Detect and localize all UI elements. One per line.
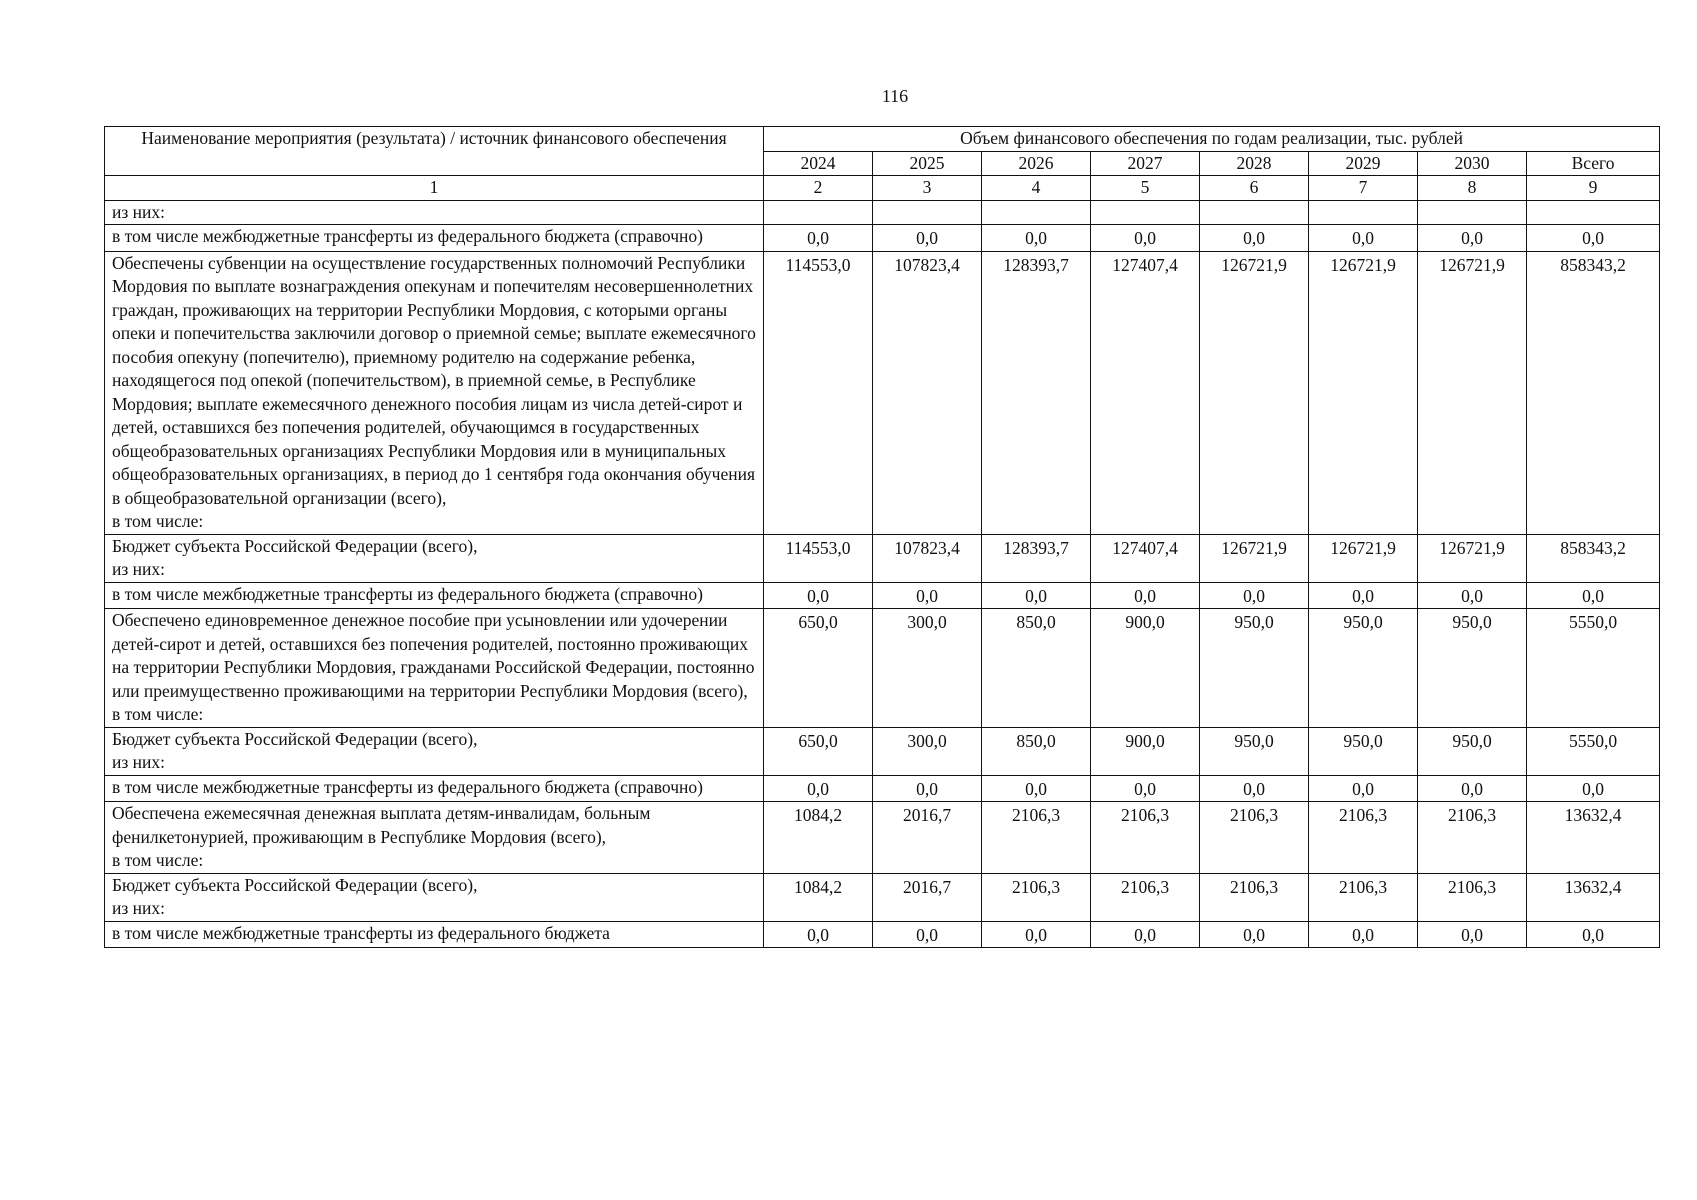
row-total-value: 13632,4 xyxy=(1527,802,1660,874)
row-year-value: 950,0 xyxy=(1309,609,1418,728)
row-year-value: 128393,7 xyxy=(982,251,1091,534)
row-year-value: 126721,9 xyxy=(1309,534,1418,582)
row-name: Обеспечены субвенции на осуществление государственных полномочий Республики Мордовия по выплате вознаграждения опекунам и попечителям несовершеннолетних граждан, проживающих на территории Республики Мордовия, с которыми органы опеки и попечительства заключили договор о приемной семье; выплате ежемесячного пособия опекуну (попечителю), приемному родителю на содержание ребенка, находящегося под опекой (попечительством), в приемной семье, в Республике Мордовия; выплате ежемесячного денежного пособия лицам из числа детей-сирот и детей, оставшихся без попечения родителей, обучающимся в государственных общеобразовательных организациях Республики Мордовия или в муниципальных общеобразовательных организациях, в период до 1 сентября года окончания обучения в общеобразовательной организации (всего), xyxy=(112,252,756,508)
row-year-value: 0,0 xyxy=(1418,582,1527,609)
row-year-value: 2016,7 xyxy=(873,802,982,874)
column-index: 7 xyxy=(1309,176,1418,201)
row-year-value: 0,0 xyxy=(1418,775,1527,802)
financing-table xyxy=(104,126,1660,948)
row-year-value: 850,0 xyxy=(982,609,1091,728)
row-year-value: 850,0 xyxy=(982,727,1091,775)
row-year-value: 0,0 xyxy=(873,775,982,802)
row-year-value: 300,0 xyxy=(873,609,982,728)
row-total-value: 0,0 xyxy=(1527,921,1660,948)
row-name: Бюджет субъекта Российской Федерации (всего), xyxy=(112,535,478,556)
row-year-value xyxy=(1309,200,1418,225)
row-year-value: 0,0 xyxy=(1309,582,1418,609)
row-name-cell xyxy=(105,582,764,609)
row-year-value xyxy=(982,200,1091,225)
row-year-value: 0,0 xyxy=(1091,225,1200,252)
row-name: Бюджет субъекта Российской Федерации (всего), xyxy=(112,874,478,895)
column-index: 9 xyxy=(1527,176,1660,201)
row-year-value: 126721,9 xyxy=(1309,251,1418,534)
row-year-value: 0,0 xyxy=(873,225,982,252)
row-name-suffix: из них: xyxy=(112,752,165,772)
row-name: из них: xyxy=(112,201,165,222)
row-year-value: 950,0 xyxy=(1418,727,1527,775)
column-index: 3 xyxy=(873,176,982,201)
row-name: в том числе межбюджетные трансферты из федерального бюджета xyxy=(112,922,610,943)
header-year: 2026 xyxy=(982,151,1091,176)
header-year: 2028 xyxy=(1200,151,1309,176)
row-name-suffix: в том числе: xyxy=(112,511,204,531)
row-year-value xyxy=(873,200,982,225)
table-row xyxy=(105,251,1660,534)
row-year-value: 0,0 xyxy=(764,582,873,609)
row-year-value: 2106,3 xyxy=(982,802,1091,874)
table-row xyxy=(105,727,1660,775)
row-year-value: 300,0 xyxy=(873,727,982,775)
row-year-value: 0,0 xyxy=(1200,582,1309,609)
row-year-value xyxy=(764,200,873,225)
row-name-suffix: в том числе: xyxy=(112,704,204,724)
row-total-value xyxy=(1527,200,1660,225)
row-year-value: 1084,2 xyxy=(764,802,873,874)
row-year-value: 114553,0 xyxy=(764,534,873,582)
row-name-cell xyxy=(105,609,764,728)
row-year-value xyxy=(1091,200,1200,225)
row-name-cell xyxy=(105,727,764,775)
row-name-cell xyxy=(105,802,764,874)
row-name: в том числе межбюджетные трансферты из федерального бюджета (справочно) xyxy=(112,226,703,246)
row-name-cell xyxy=(105,225,764,252)
row-year-value: 0,0 xyxy=(1091,921,1200,948)
row-year-value: 114553,0 xyxy=(764,251,873,534)
row-year-value: 107823,4 xyxy=(873,534,982,582)
row-year-value: 950,0 xyxy=(1200,727,1309,775)
row-year-value: 0,0 xyxy=(1418,225,1527,252)
column-index: 5 xyxy=(1091,176,1200,201)
row-year-value: 0,0 xyxy=(873,582,982,609)
row-total-value: 13632,4 xyxy=(1527,873,1660,921)
row-year-value: 107823,4 xyxy=(873,251,982,534)
row-year-value: 2106,3 xyxy=(1200,873,1309,921)
table-row xyxy=(105,609,1660,728)
row-year-value: 128393,7 xyxy=(982,534,1091,582)
row-year-value: 2016,7 xyxy=(873,873,982,921)
row-year-value: 650,0 xyxy=(764,609,873,728)
table-row xyxy=(105,921,1660,948)
header-financing-group: Объем финансового обеспечения по годам реализации, тыс. рублей xyxy=(764,127,1660,152)
header-year: 2025 xyxy=(873,151,982,176)
header-total: Всего xyxy=(1527,151,1660,176)
header-year: 2024 xyxy=(764,151,873,176)
row-year-value: 127407,4 xyxy=(1091,251,1200,534)
row-name-suffix: из них: xyxy=(112,559,165,579)
table-row xyxy=(105,873,1660,921)
row-year-value: 0,0 xyxy=(982,921,1091,948)
row-total-value: 5550,0 xyxy=(1527,727,1660,775)
row-name-cell xyxy=(105,534,764,582)
header-name-column: Наименование мероприятия (результата) / источник финансового обеспечения xyxy=(105,127,764,176)
table-row xyxy=(105,775,1660,802)
row-year-value: 0,0 xyxy=(1091,582,1200,609)
row-name: в том числе межбюджетные трансферты из федерального бюджета (справочно) xyxy=(112,583,703,604)
column-index: 8 xyxy=(1418,176,1527,201)
row-year-value: 900,0 xyxy=(1091,727,1200,775)
row-year-value: 126721,9 xyxy=(1200,251,1309,534)
row-name-cell xyxy=(105,921,764,948)
header-year: 2027 xyxy=(1091,151,1200,176)
row-year-value: 0,0 xyxy=(764,921,873,948)
row-year-value: 2106,3 xyxy=(1309,873,1418,921)
row-year-value: 950,0 xyxy=(1309,727,1418,775)
row-year-value: 0,0 xyxy=(764,775,873,802)
row-year-value: 2106,3 xyxy=(1418,873,1527,921)
row-name: Обеспечена ежемесячная денежная выплата детям-инвалидам, больным фенилкетонурией, проживающим в Республике Мордовия (всего), xyxy=(112,803,651,847)
row-year-value: 2106,3 xyxy=(1200,802,1309,874)
table-row xyxy=(105,802,1660,874)
row-name-suffix: из них: xyxy=(112,898,165,918)
row-total-value: 858343,2 xyxy=(1527,251,1660,534)
table-row xyxy=(105,225,1660,252)
row-year-value: 0,0 xyxy=(982,775,1091,802)
column-index: 2 xyxy=(764,176,873,201)
row-year-value: 0,0 xyxy=(764,225,873,252)
row-total-value: 5550,0 xyxy=(1527,609,1660,728)
row-total-value: 0,0 xyxy=(1527,582,1660,609)
row-name-cell xyxy=(105,775,764,802)
row-year-value: 0,0 xyxy=(1309,921,1418,948)
row-name-cell xyxy=(105,251,764,534)
row-year-value: 2106,3 xyxy=(1091,802,1200,874)
page-number: 116 xyxy=(881,86,909,106)
row-name-cell xyxy=(105,200,764,225)
row-year-value: 950,0 xyxy=(1200,609,1309,728)
row-year-value: 0,0 xyxy=(982,225,1091,252)
row-year-value: 900,0 xyxy=(1091,609,1200,728)
row-total-value: 0,0 xyxy=(1527,225,1660,252)
table-row xyxy=(105,534,1660,582)
row-year-value: 0,0 xyxy=(1200,225,1309,252)
row-year-value: 0,0 xyxy=(1200,775,1309,802)
row-year-value xyxy=(1200,200,1309,225)
row-total-value: 858343,2 xyxy=(1527,534,1660,582)
row-name: в том числе межбюджетные трансферты из федерального бюджета (справочно) xyxy=(112,776,703,797)
row-year-value: 0,0 xyxy=(873,921,982,948)
row-name: Бюджет субъекта Российской Федерации (всего), xyxy=(112,728,478,749)
row-name-suffix: в том числе: xyxy=(112,850,204,870)
row-year-value: 126721,9 xyxy=(1200,534,1309,582)
column-index-row xyxy=(105,176,1660,201)
row-year-value: 950,0 xyxy=(1418,609,1527,728)
row-year-value: 126721,9 xyxy=(1418,534,1527,582)
column-index: 4 xyxy=(982,176,1091,201)
row-year-value: 0,0 xyxy=(1091,775,1200,802)
row-year-value: 0,0 xyxy=(1418,921,1527,948)
row-year-value: 0,0 xyxy=(1309,775,1418,802)
row-year-value: 0,0 xyxy=(1200,921,1309,948)
row-year-value: 0,0 xyxy=(1309,225,1418,252)
row-name: Обеспечено единовременное денежное пособие при усыновлении или удочерении детей-сирот и детей, оставшихся без попечения родителей, постоянно проживающих на территории Республики Мордовия, гражданами Российской Федерации, постоянно или преимущественно проживающими на территории Республики Мордовия (всего), xyxy=(112,610,755,701)
row-year-value: 127407,4 xyxy=(1091,534,1200,582)
row-year-value: 126721,9 xyxy=(1418,251,1527,534)
row-year-value: 2106,3 xyxy=(1418,802,1527,874)
row-total-value: 0,0 xyxy=(1527,775,1660,802)
row-year-value: 0,0 xyxy=(982,582,1091,609)
row-year-value: 2106,3 xyxy=(1309,802,1418,874)
table-row xyxy=(105,200,1660,225)
row-year-value: 2106,3 xyxy=(1091,873,1200,921)
row-year-value: 1084,2 xyxy=(764,873,873,921)
column-index: 6 xyxy=(1200,176,1309,201)
column-index: 1 xyxy=(105,176,764,201)
header-year: 2030 xyxy=(1418,151,1527,176)
table-row xyxy=(105,582,1660,609)
header-year: 2029 xyxy=(1309,151,1418,176)
row-year-value xyxy=(1418,200,1527,225)
row-name-cell xyxy=(105,873,764,921)
row-year-value: 650,0 xyxy=(764,727,873,775)
row-year-value: 2106,3 xyxy=(982,873,1091,921)
